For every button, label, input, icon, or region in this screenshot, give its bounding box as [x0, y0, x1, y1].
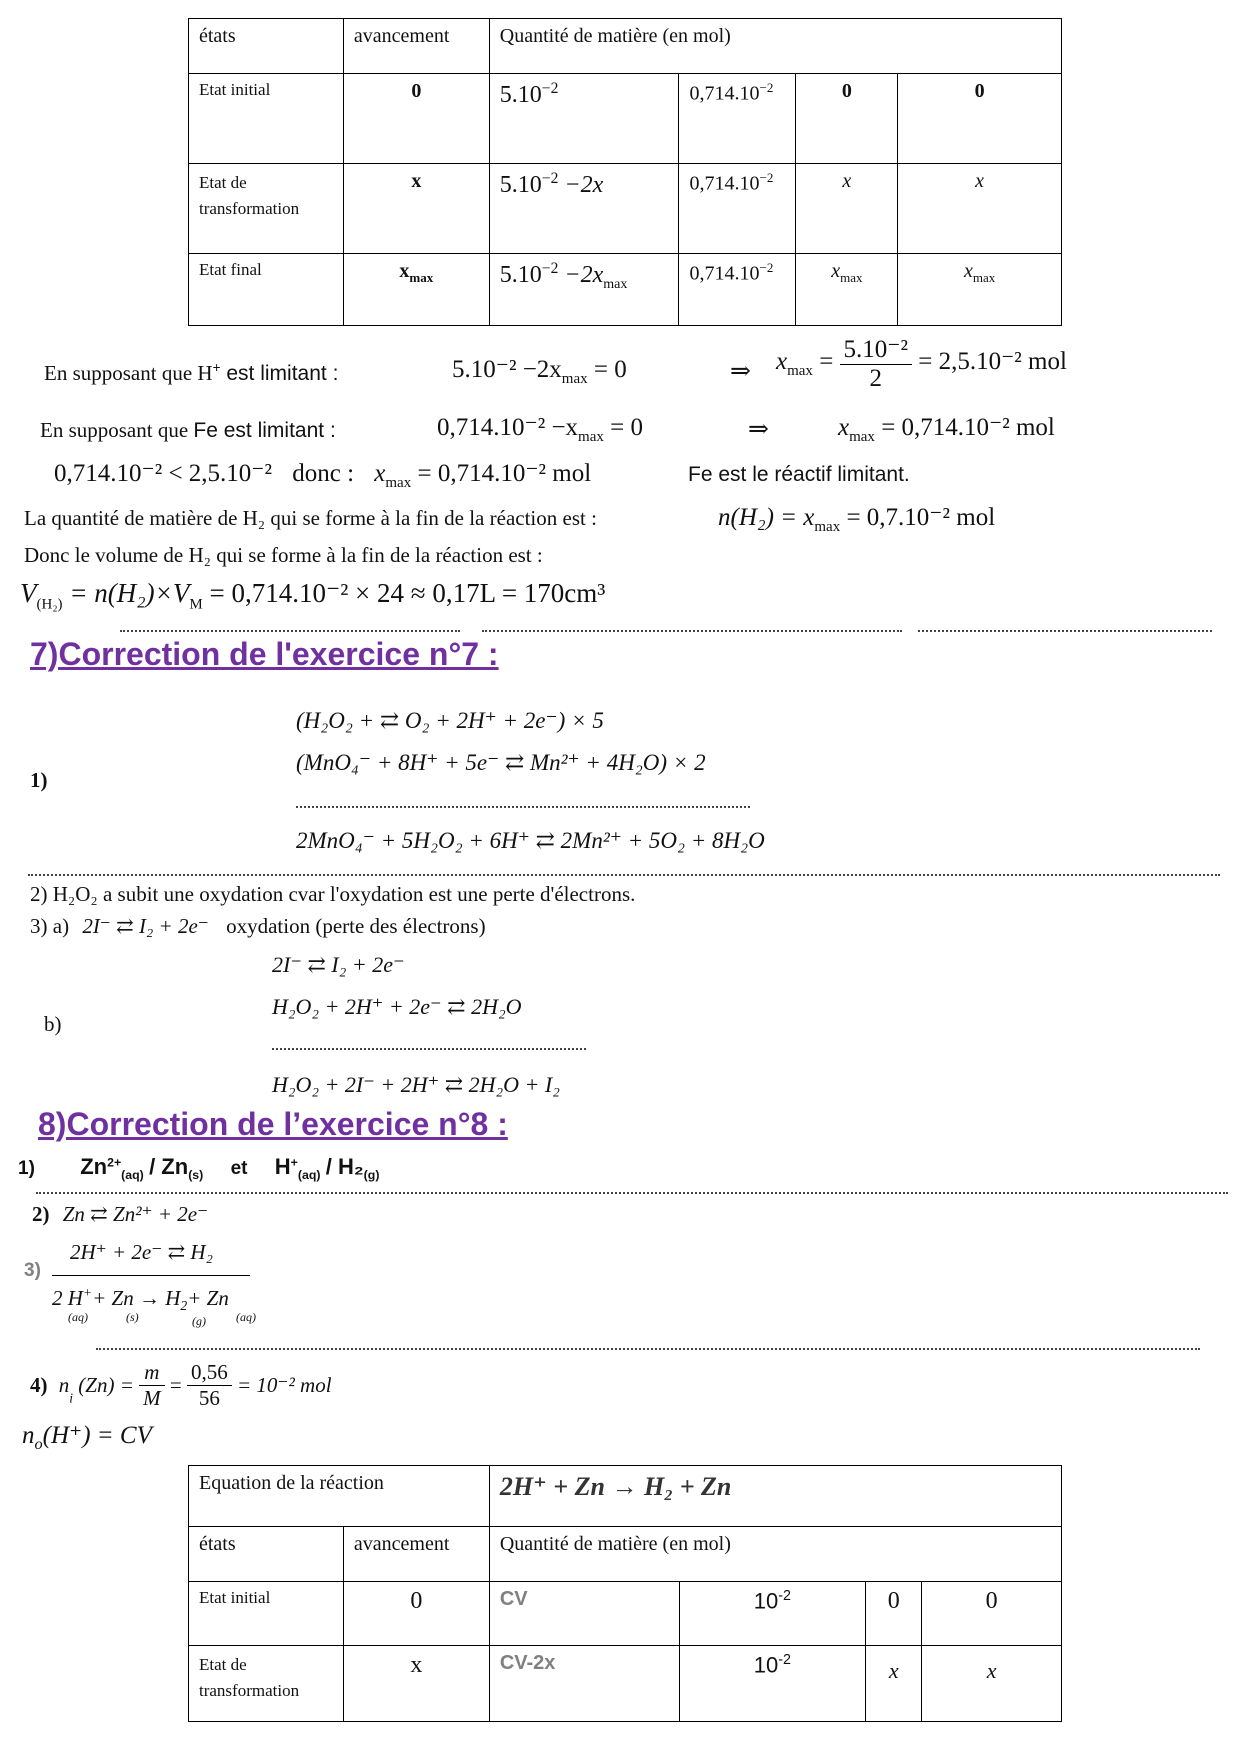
question-3b: b) — [44, 1012, 62, 1036]
cell-p1: $x_{max}$ — [796, 254, 898, 326]
cell-etat: Etat final — [189, 254, 344, 326]
limitant-h-equation: $5.10^{-2} -2x_{max} = 0$ — [452, 356, 627, 387]
cell-avancement: x — [343, 164, 489, 254]
cell-p1: 0 — [866, 1582, 922, 1646]
table-header-row — [189, 1527, 1062, 1582]
divider — [482, 630, 902, 632]
cell-fe: $0,714.10^{-2}$ — [679, 74, 796, 164]
cell-h: $5.10^{-2} -2x$ — [489, 164, 679, 254]
answer-3a: 3) a) 2I⁻ ⇄ I₂ + 2e⁻ oxydation (perte des électrons) — [30, 914, 486, 938]
cell-zn: $10^{-2}$ — [679, 1646, 866, 1722]
section-heading-ex8: 8)Correction de l’exercice n°8 : — [38, 1106, 508, 1142]
cell-p2: 0 — [922, 1582, 1062, 1646]
cell-zn: $10^{-2}$ — [679, 1582, 866, 1646]
comparison-line: 0,714.10⁻² < 2,5.10⁻² donc : $x_{max} = 0,714.10^{-2}$ mol — [54, 460, 592, 491]
half-equation-h2o2: (H₂O₂ + ⇄ O₂ + 2H⁺ + 2e⁻) × 5 — [296, 708, 604, 733]
cell-avancement: 0 — [343, 1582, 489, 1646]
cell-p2: $x_{max}$ — [898, 254, 1062, 326]
global-equation-zn: 2 $H^++ Zn \to H_2+ Zn$ — [52, 1285, 229, 1314]
header-avancement: avancement — [343, 19, 489, 74]
quantity-h2-equation: $n(H_2) = x_{max} = 0,7.10^{-2}$ mol — [718, 504, 996, 535]
state-aq: (aq) — [236, 1310, 256, 1324]
cell-fe: $0,714.10^{-2}$ — [679, 254, 796, 326]
cell-h: CV — [489, 1582, 679, 1646]
cell-p1: x — [866, 1646, 922, 1722]
table-row — [189, 1646, 1062, 1722]
equation-row — [189, 1466, 1062, 1527]
divider — [918, 630, 1212, 632]
answer-1-couples: 1) $Zn^{2+}_{(aq)} / Zn_{(s)}$ et $H^+_{(aq)} / H_2_{(g)}$ — [18, 1154, 380, 1182]
table-row — [189, 164, 1062, 254]
table-avancement-2 — [188, 1465, 1062, 1722]
reaction-equation: 2H⁺ + Zn → H₂ + Zn — [489, 1466, 1061, 1527]
divider — [120, 630, 460, 632]
state-s: (s) — [126, 1310, 139, 1324]
implies-arrow: ⇒ — [730, 358, 751, 385]
state-g: (g) — [192, 1314, 206, 1328]
limitant-fe-equation: $0,714.10^{-2} -x_{max} = 0$ — [437, 414, 643, 445]
question-number: 1) — [30, 768, 48, 792]
question-3: 3) — [24, 1260, 41, 1281]
divider — [296, 806, 750, 808]
divider — [36, 1192, 1228, 1194]
answer-2: 2) H₂O₂ a subit une oxydation cvar l'oxydation est une perte d'électrons. — [30, 882, 636, 906]
table-avancement-1 — [188, 18, 1062, 326]
divider — [96, 1348, 1200, 1350]
cell-etat: Etat initial — [189, 1582, 344, 1646]
volume-h2-text: Donc le volume de H₂ qui se forme à la fin de la réaction est : — [24, 543, 543, 567]
answer-2-zn: 2) Zn ⇄ Zn²⁺ + 2e⁻ — [32, 1202, 209, 1226]
n-h-initial: $n_o(H^+)$ = CV — [22, 1422, 152, 1453]
half-equation-mno4: (MnO₄⁻ + 8H⁺ + 5e⁻ ⇄ Mn²⁺ + 4H₂O) × 2 — [296, 750, 706, 775]
cell-p1: x — [796, 164, 898, 254]
implies-arrow: ⇒ — [748, 416, 769, 443]
limitant-h-line: En supposant que H+ est limitant : — [44, 360, 339, 385]
header-etats: états — [189, 1527, 344, 1582]
cell-p2: x — [922, 1646, 1062, 1722]
cell-avancement: 0 — [343, 74, 489, 164]
cell-etat: Etat de transformation — [189, 164, 344, 254]
limitant-fe-line: En supposant que Fe est limitant : — [40, 418, 336, 442]
table-row — [189, 254, 1062, 326]
cell-p1: 0 — [796, 74, 898, 164]
header-quantite: Quantité de matière (en mol) — [489, 19, 1061, 74]
cell-p2: 0 — [898, 74, 1062, 164]
cell-etat: Etat de transformation — [189, 1646, 344, 1722]
fraction: $\frac{\text{5.10⁻²}}{2}$ — [840, 334, 912, 393]
header-etats: états — [189, 19, 344, 74]
limitant-fe-result: $x_{max} = 0,714.10^{-2}$ mol — [838, 414, 1055, 445]
limiting-reagent-conclusion: Fe est le réactif limitant. — [688, 463, 910, 486]
cell-fe: $0,714.10^{-2}$ — [679, 164, 796, 254]
global-equation-iodide: H₂O₂ + 2I⁻ + 2H⁺ ⇄ 2H₂O + I₂ — [272, 1072, 560, 1097]
volume-h2-equation: $V_{(H_2)} = n(H_2)\times V_M = 0,714.10^{-2} \times 24 \approx 0,17L = 170cm^3$ — [20, 578, 606, 613]
state-aq: (aq) — [68, 1310, 88, 1324]
divider — [272, 1048, 586, 1050]
header-quantite: Quantité de matière (en mol) — [489, 1527, 1061, 1582]
cell-h: $5.10^{-2} -2x_{max}$ — [489, 254, 679, 326]
section-heading-ex7: 7)Correction de l'exercice n°7 : — [30, 636, 499, 672]
cell-avancement: $x_{max}$ — [343, 254, 489, 326]
sum-line — [52, 1275, 250, 1276]
half-equation-h: 2H⁺ + 2e⁻ ⇄ H₂ — [70, 1240, 213, 1264]
global-equation: 2MnO₄⁻ + 5H₂O₂ + 6H⁺ ⇄ 2Mn²⁺ + 5O₂ + 8H₂O — [296, 828, 765, 853]
cell-avancement: x — [343, 1646, 489, 1722]
fraction: $\frac{0,56}{56}$ — [187, 1360, 232, 1411]
header-avancement: avancement — [343, 1527, 489, 1582]
equation-label: Equation de la réaction — [189, 1466, 490, 1527]
fraction: $\frac{m}{M}$ — [139, 1360, 165, 1411]
cell-p2: x — [898, 164, 1062, 254]
cell-etat: Etat initial — [189, 74, 344, 164]
divider — [28, 874, 1220, 876]
answer-4-n-zn: 4) $n_i$ (Zn) = $\frac{m}{M}$ = $\frac{0,56}{56}$ = 10⁻² mol — [30, 1360, 332, 1410]
table-header-row — [189, 19, 1062, 74]
half-equation-iodide: 2I⁻ ⇄ I₂ + 2e⁻ — [272, 952, 405, 977]
cell-h: CV-2x — [489, 1646, 679, 1722]
cell-h: $5.10^{-2}$ — [489, 74, 679, 164]
table-row — [189, 1582, 1062, 1646]
table-row — [189, 74, 1062, 164]
quantity-h2-text: La quantité de matière de H₂ qui se forme à la fin de la réaction est : — [24, 506, 597, 530]
limitant-h-result: $x_{max}$ = $\frac{\text{5.10⁻²}}{2}$ = 2,5.10⁻² mol — [776, 336, 1067, 392]
half-equation-h2o2-reduction: H₂O₂ + 2H⁺ + 2e⁻ ⇄ 2H₂O — [272, 994, 522, 1019]
